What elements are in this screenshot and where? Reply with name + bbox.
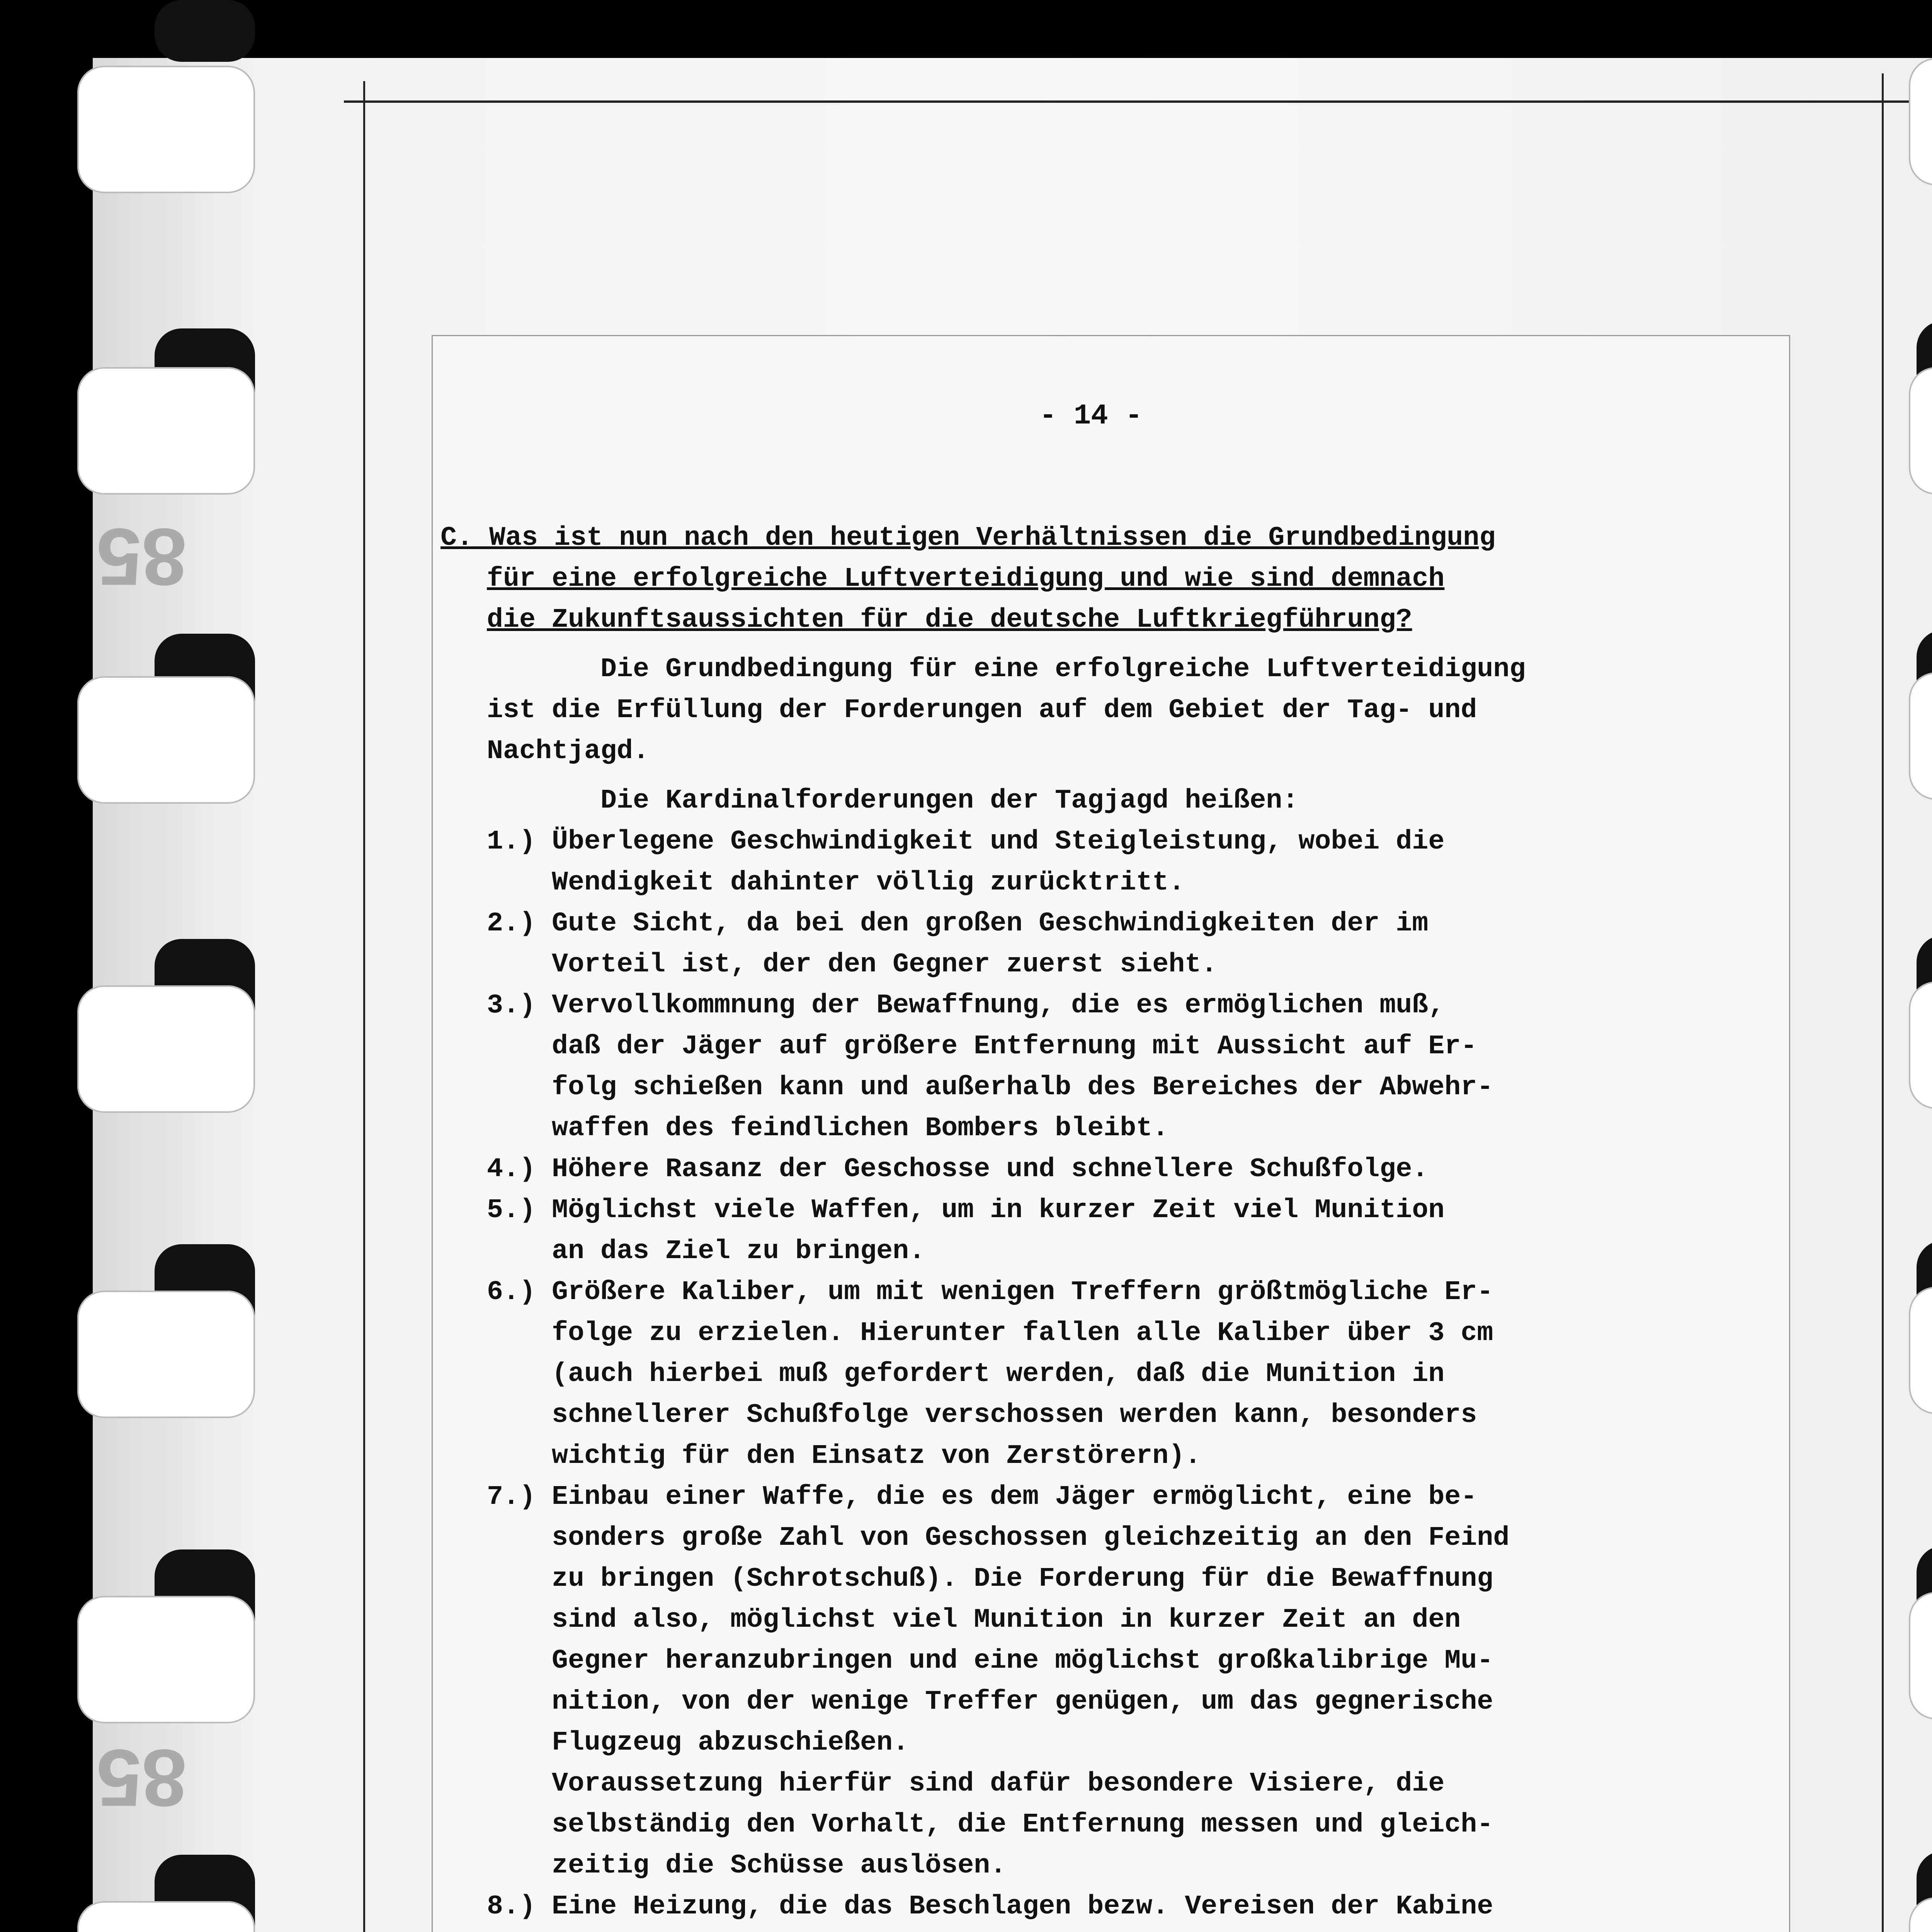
section-heading-line-2: für eine erfolgreiche Luftverteidigung und wie sind demnach — [487, 564, 1445, 594]
list-item-4: 4.) Höhere Rasanz der Geschosse und schnellere Schußfolge. — [487, 1154, 1429, 1185]
list-intro: Die Kardinalforderungen der Tagjagd heißen: — [487, 786, 1299, 816]
list-item-3: 3.) Vervollkommnung der Bewaffnung, die es ermöglichen muß, daß der Jäger auf größere Entfernung mit Aussicht auf Er- folg schießen kann und außerhalb des Bereiches der Abwehr- waffen des feindlichen Bombers bleibt. — [487, 990, 1493, 1144]
page-number-top: - 14 - — [1039, 400, 1143, 432]
frame-top-line — [344, 100, 1928, 103]
section-heading-line-1: C. Was ist nun nach den heutigen Verhältnissen die Grundbedingung — [440, 523, 1496, 553]
paragraph-line-2: ist die Erfüllung der Forderungen auf dem Gebiet der Tag- und — [487, 695, 1477, 726]
film-edge-number-bottom: 85 — [97, 1733, 187, 1823]
frame-right-line — [1882, 73, 1884, 1932]
list-item-2: 2.) Gute Sicht, da bei den großen Geschwindigkeiten der im Vorteil ist, der den Gegner zuerst sieht. — [487, 908, 1429, 980]
film-edge-number-top: 85 — [97, 512, 187, 602]
section-heading-line-3: die Zukunftsaussichten für die deutsche Luftkriegführung? — [487, 605, 1412, 635]
list-item-6: 6.) Größere Kaliber, um mit wenigen Treffern größtmögliche Er- folge zu erzielen. Hierunter fallen alle Kaliber über 3 cm (auch hierbei muß gefordert werden, daß die Munition in schnellerer Schußfolge verschossen werden kann, besonders wichtig für den Einsatz von Zerstörern). — [487, 1277, 1493, 1471]
list-item-1: 1.) Überlegene Geschwindigkeit und Steigleistung, wobei die Wendigkeit dahinter völlig zurücktritt. — [487, 827, 1445, 898]
list-item-7: 7.) Einbau einer Waffe, die es dem Jäger ermöglicht, eine be- sonders große Zahl von Geschossen gleichzeitig an den Feind zu bringen (Schrotschuß). Die Forderung für die Bewaffnung sind also, möglichst viel Munition in kurzer Zeit an den Gegner heranzubringen und eine möglichst großkalibrige Mu- nition, von der wenige Treffer genügen, um das gegnerische Flugzeug abzuschießen. Voraussetzung hierfür sind dafür besondere Visiere, die selbständig den Vorhalt, die Entfernung messen und gleich- zeitig die Schüsse auslösen. — [487, 1482, 1510, 1881]
list-item-5: 5.) Möglichst viele Waffen, um in kurzer Zeit viel Munition an das Ziel zu bringen. — [487, 1195, 1445, 1267]
paragraph-line-3: Nachtjagd. — [487, 736, 650, 767]
list-item-8: 8.) Eine Heizung, die das Beschlagen bezw. Vereisen der Kabine — [487, 1891, 1493, 1922]
paragraph-line-1: Die Grundbedingung für eine erfolgreiche Luftverteidigung — [487, 654, 1526, 685]
document-page — [433, 336, 1789, 1932]
frame-left-line — [363, 81, 365, 1932]
